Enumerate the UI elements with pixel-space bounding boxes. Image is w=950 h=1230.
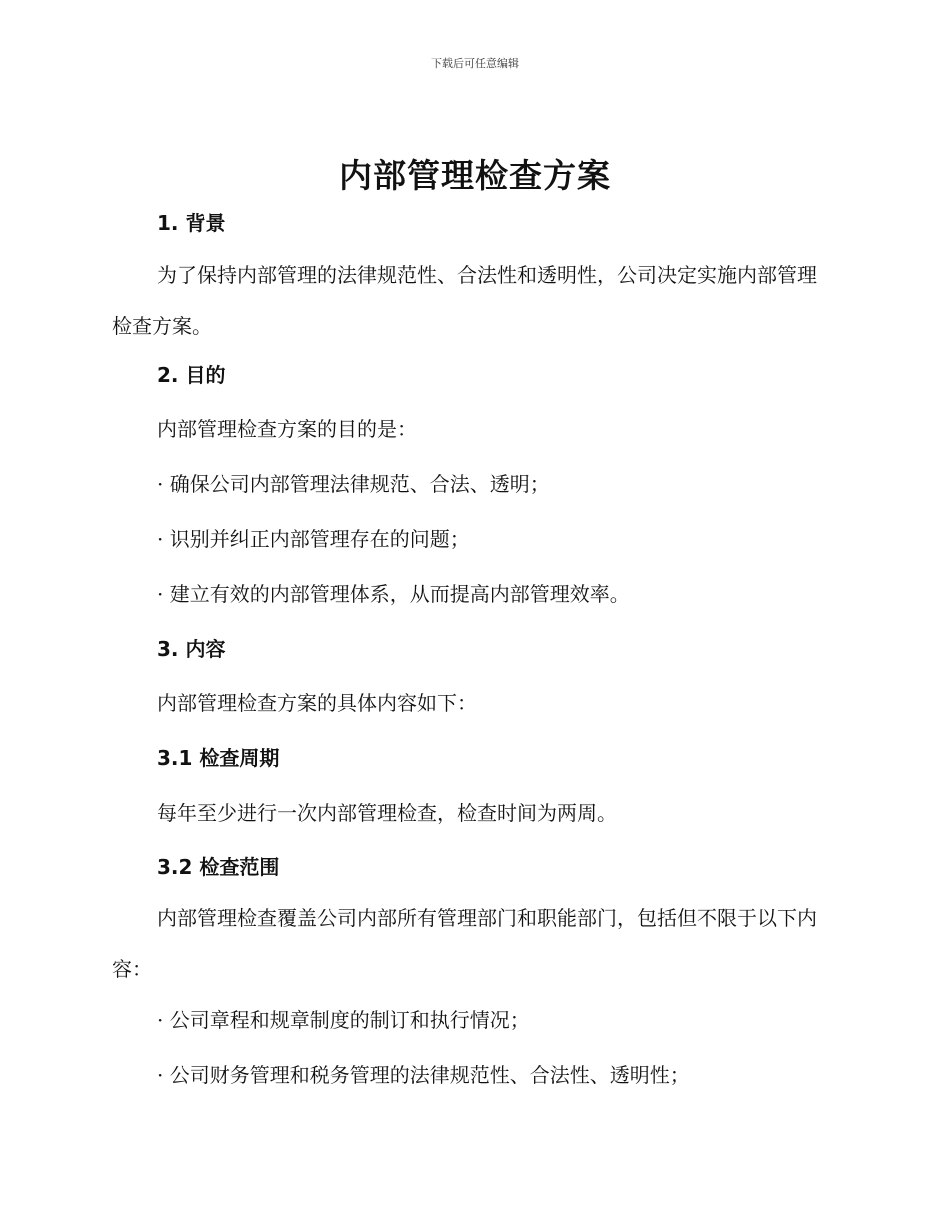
content-intro: 内部管理检查方案的具体内容如下： [157, 691, 477, 715]
subsection-heading-period: 3.1 检查周期 [157, 746, 280, 770]
period-text: 每年至少进行一次内部管理检查，检查时间为两周。 [157, 801, 617, 825]
purpose-bullet: · 确保公司内部管理法律规范、合法、透明； [157, 472, 550, 496]
scope-paragraph: 内部管理检查覆盖公司内部所有管理部门和职能部门，包括但不限于以下内容： [112, 906, 817, 981]
section-heading-purpose: 2. 目的 [157, 363, 226, 387]
header-note: 下载后可任意编辑 [431, 57, 519, 70]
section-heading-content: 3. 内容 [157, 637, 226, 661]
document-title: 内部管理检查方案 [339, 156, 611, 195]
subsection-heading-scope: 3.2 检查范围 [157, 855, 280, 879]
scope-bullet: · 公司财务管理和税务管理的法律规范性、合法性、透明性； [157, 1063, 690, 1087]
purpose-bullet: · 识别并纠正内部管理存在的问题； [157, 527, 470, 551]
purpose-bullet: · 建立有效的内部管理体系，从而提高内部管理效率。 [157, 582, 630, 606]
scope-bullet: · 公司章程和规章制度的制订和执行情况； [157, 1008, 530, 1032]
purpose-intro: 内部管理检查方案的目的是： [157, 417, 417, 441]
section-heading-background: 1. 背景 [157, 211, 226, 235]
background-paragraph: 为了保持内部管理的法律规范性、合法性和透明性，公司决定实施内部管理检查方案。 [112, 263, 817, 338]
